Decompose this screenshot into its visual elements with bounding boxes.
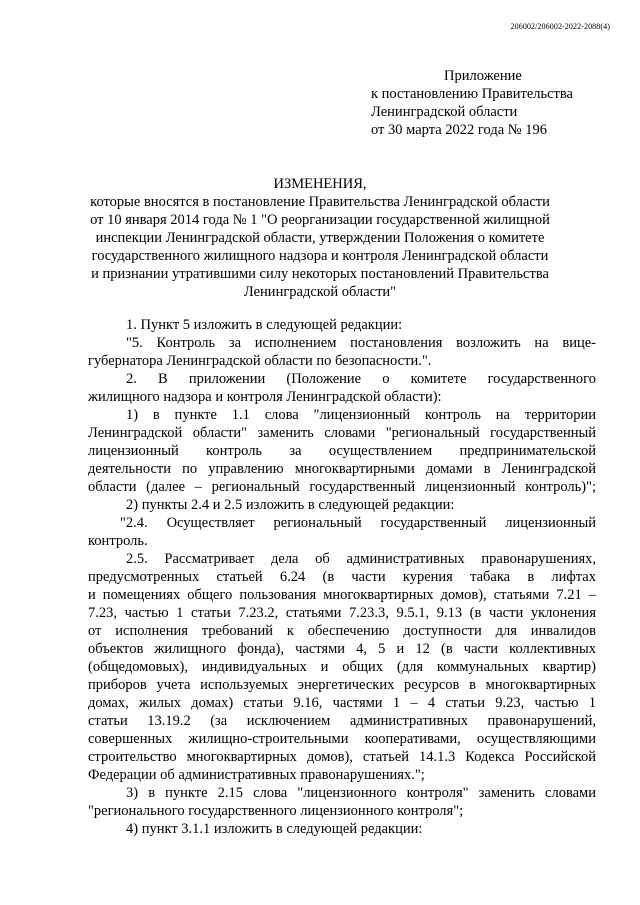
- body-line: "2.4. Осуществляет региональный государственный лицензионный: [120, 515, 596, 531]
- body-line: Федерации об административных правонарушениях.";: [88, 767, 425, 783]
- body-line: губернатора Ленинградской области по безопасности.".: [88, 353, 432, 369]
- heading-line: государственного жилищного надзора и контроля Ленинградской области: [91, 248, 549, 264]
- body-line: лицензионный контроль за осуществлением предпринимательской: [88, 443, 596, 459]
- body-line: предусмотренных статьей 6.24 (в части курения табака в лифтах: [88, 569, 596, 585]
- body-line: 2. В приложении (Положение о комитете государственного: [126, 371, 596, 387]
- heading-line: которые вносятся в постановление Правительства Ленинградской области: [90, 194, 550, 210]
- heading-line: инспекции Ленинградской области, утверждении Положения о комитете: [95, 230, 545, 246]
- body-line: совершенных жилищно-строительными кооперативами, осуществляющими: [88, 731, 596, 747]
- body-line: объектов жилищного фонда), частями 4, 5 и 12 (в части коллективных: [88, 641, 596, 657]
- document-id: 206002/206002-2022-2088(4): [510, 22, 610, 31]
- appendix-header: [371, 67, 573, 139]
- body-line: 3) в пункте 2.15 слова "лицензионного контроля" заменить словами: [126, 785, 596, 801]
- body-line: 7.23, частью 1 статьи 7.23.2, статьями 7.23.3, 9.5.1, 9.13 (в части уклонения: [88, 605, 596, 621]
- body-line: (общедомовых), индивидуальных и общих (для коммунальных квартир): [88, 659, 596, 675]
- document-heading: [80, 193, 560, 301]
- body-line: 2) пункты 2.4 и 2.5 изложить в следующей редакции:: [126, 497, 455, 513]
- body-line: приборов учета используемых энергетических ресурсов в многоквартирных: [88, 677, 596, 693]
- body-line: от исполнения требований к обеспечению доступности для инвалидов: [88, 623, 596, 639]
- body-line: контроль.: [88, 533, 148, 549]
- body-line: области (далее – региональный государственный лицензионный контроль)";: [88, 479, 596, 495]
- body-line: 4) пункт 3.1.1 изложить в следующей редакции:: [126, 821, 423, 837]
- appendix-line: Ленинградской области: [371, 104, 518, 120]
- body-line: 2.5. Рассматривает дела об административных правонарушениях,: [126, 551, 596, 567]
- document-body: [88, 316, 596, 838]
- appendix-line: Приложение: [444, 68, 522, 84]
- body-line: и помещениях общего пользования многоквартирных домов), статьями 7.21 –: [88, 587, 596, 603]
- body-line: строительство многоквартирных домов), статьей 14.1.3 Кодекса Российской: [88, 749, 596, 765]
- heading-line: от 10 января 2014 года № 1 "О реорганизации государственной жилищной: [90, 212, 550, 228]
- body-line: "регионального государственного лицензионного контроля";: [88, 803, 464, 819]
- body-line: статьи 13.19.2 (за исключением административных правонарушений,: [88, 713, 596, 729]
- appendix-line: к постановлению Правительства: [371, 86, 573, 102]
- heading-line: и признании утратившими силу некоторых постановлений Правительства: [91, 266, 549, 282]
- appendix-line: от 30 марта 2022 года № 196: [371, 122, 547, 138]
- body-line: жилищного надзора и контроля Ленинградской области):: [88, 389, 442, 405]
- document-title: ИЗМЕНЕНИЯ,: [273, 176, 367, 192]
- body-line: "5. Контроль за исполнением постановления возложить на вице-: [126, 335, 596, 351]
- body-line: Ленинградской области" заменить словами "региональный государственный: [88, 425, 596, 441]
- scan-mark: ·: [175, 884, 177, 890]
- heading-line: Ленинградской области": [243, 284, 397, 300]
- body-line: 1) в пункте 1.1 слова "лицензионный контроль на территории: [126, 407, 596, 423]
- body-line: домах, жилых домах) статьи 9.16, частями 1 – 4 статьи 9.23, частью 1: [88, 695, 596, 711]
- body-line: 1. Пункт 5 изложить в следующей редакции:: [126, 317, 403, 333]
- body-line: деятельности по управлению многоквартирными домами в Ленинградской: [88, 461, 596, 477]
